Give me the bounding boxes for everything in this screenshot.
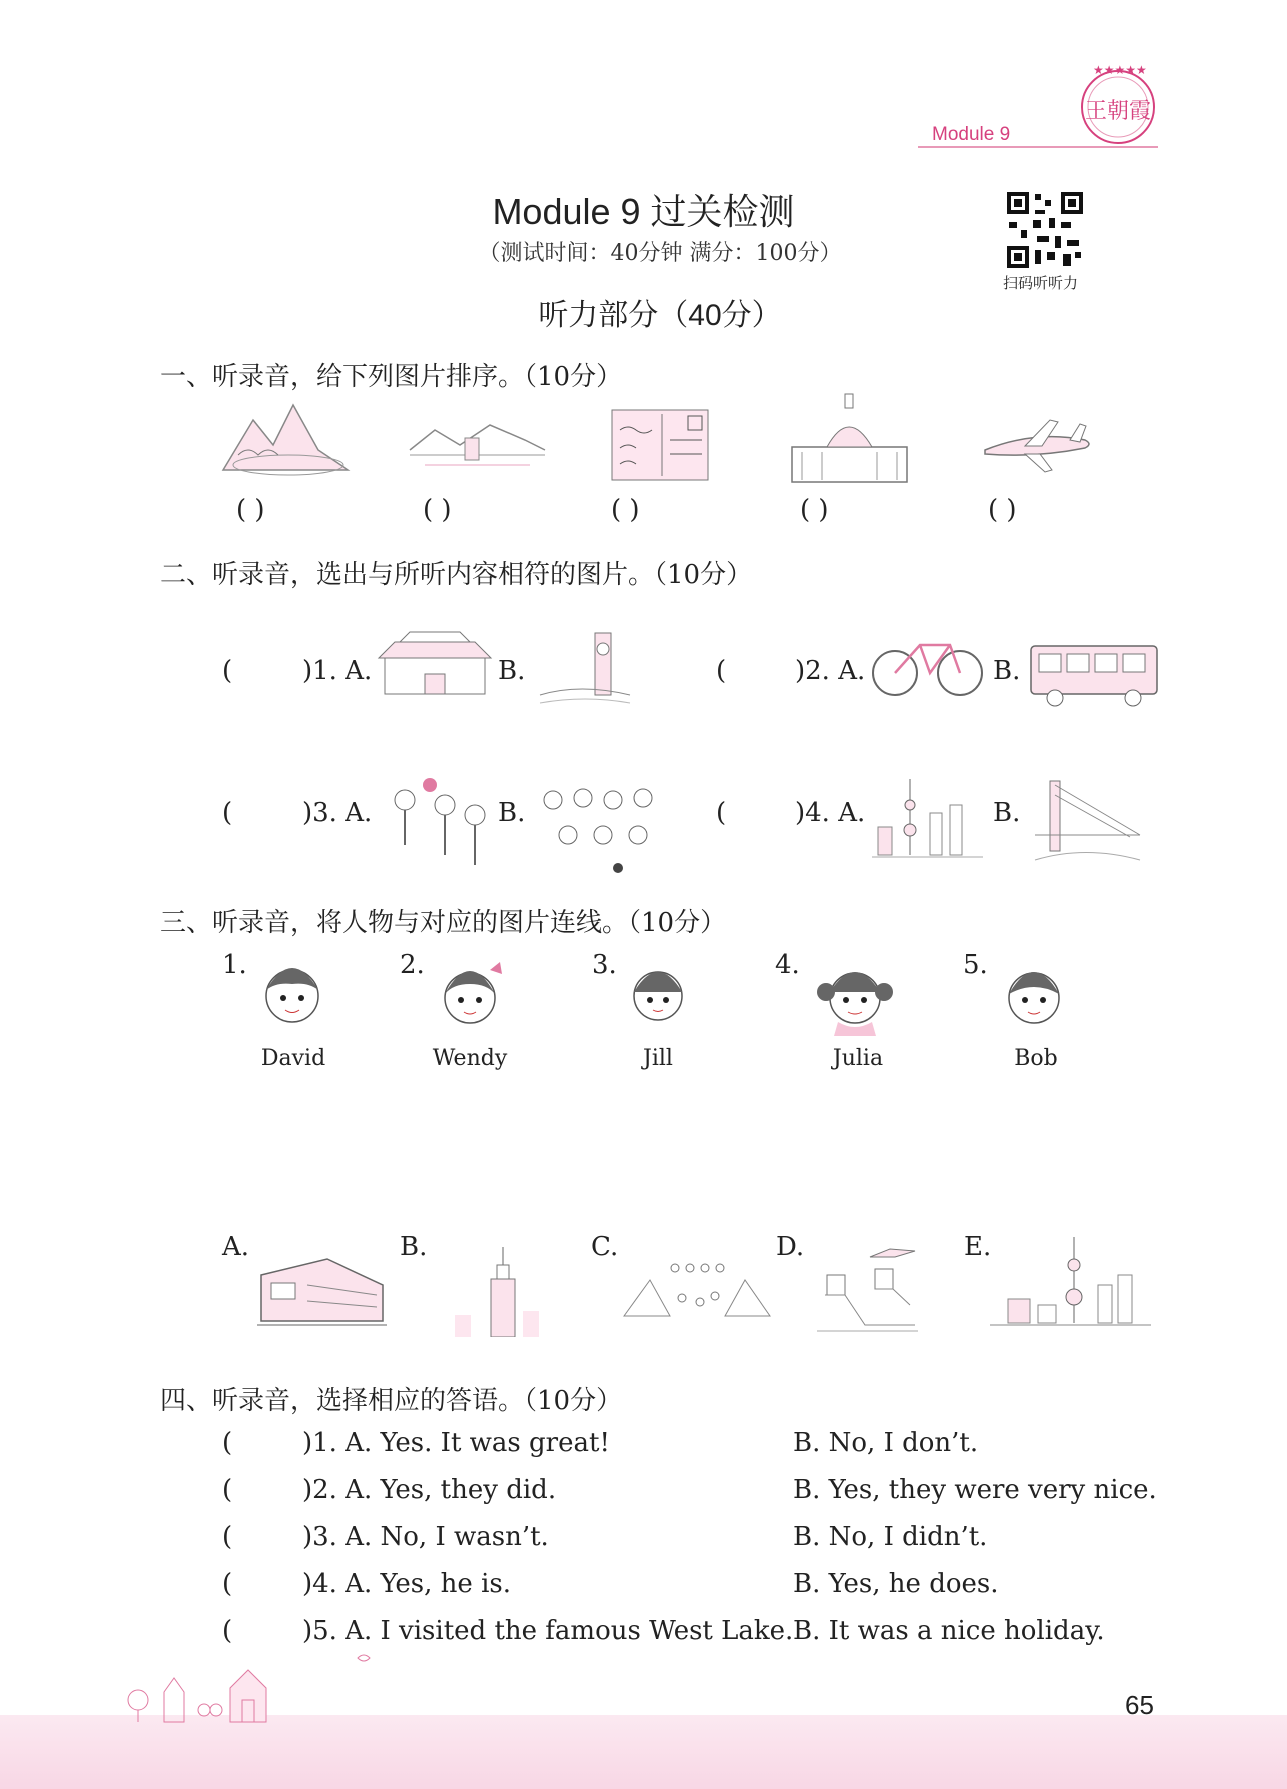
question-4-3-a: )3. A. No, I wasn’t.: [302, 1522, 549, 1552]
empire-state-building-image: [445, 1245, 550, 1337]
answer-paren-2-2[interactable]: (: [716, 656, 727, 686]
stadium-crowd-image: [620, 1250, 775, 1330]
question-2-3-b: B.: [498, 798, 526, 828]
section4-heading: 四、听录音，选择相应的答语。（10分）: [160, 1386, 623, 1416]
question-4-4-a: )4. A. Yes, he is.: [302, 1569, 512, 1599]
module-tag: Module 9: [932, 124, 1011, 145]
boy-face-icon: [994, 948, 1074, 1038]
section3-heading: 三、听录音，将人物与对应的图片连线。（10分）: [160, 908, 727, 938]
page-title: Module 9 过关检测: [492, 191, 795, 232]
logo-badge: [1075, 62, 1161, 148]
option-a-label: A.: [222, 1232, 250, 1262]
question-2-3-label: )3. A.: [302, 798, 373, 828]
answer-paren-2-3[interactable]: (: [222, 798, 233, 828]
person-3-number: 3.: [592, 950, 617, 980]
capitol-building-image: [782, 392, 917, 487]
qr-caption: 扫码听听力: [1003, 275, 1079, 292]
question-4-1-a: )1. A. Yes. It was great!: [302, 1428, 610, 1458]
question-2-2-b: B.: [993, 656, 1021, 686]
answer-paren-4-3[interactable]: (: [222, 1522, 233, 1552]
order-blank-1[interactable]: ( ): [236, 495, 265, 525]
boy-face-icon: [618, 948, 698, 1038]
person-5-name: Bob: [1014, 1046, 1058, 1071]
option-b-label: B.: [400, 1232, 428, 1262]
page-subtitle: （测试时间：40分钟 满分：100分）: [478, 241, 842, 266]
question-4-2-a: )2. A. Yes, they did.: [302, 1475, 557, 1505]
answer-paren-2-1[interactable]: (: [222, 656, 233, 686]
bicycle-image: [870, 625, 985, 700]
question-2-4-label: )4. A.: [795, 798, 866, 828]
person-4-name: Julia: [832, 1046, 884, 1071]
header-rule: [918, 146, 1158, 148]
svg-text:★★★★★: ★★★★★: [1093, 63, 1147, 77]
city-skyline-image: [870, 775, 985, 865]
option-e-label: E.: [964, 1232, 992, 1262]
option-d-label: D.: [776, 1232, 805, 1262]
part-title: 听力部分（40分）: [538, 299, 782, 332]
tiananmen-image: [375, 628, 495, 696]
qr-code-icon[interactable]: [1005, 190, 1085, 270]
boy-face-icon: [252, 948, 332, 1038]
footer-decoration: [118, 1648, 418, 1723]
big-ben-image: [535, 623, 635, 713]
section1-heading: 一、听录音，给下列图片排序。（10分）: [160, 362, 623, 392]
question-2-1-b: B.: [498, 656, 526, 686]
person-1-name: David: [260, 1046, 326, 1071]
question-4-1-b: B. No, I don’t.: [793, 1428, 979, 1458]
question-2-4-b: B.: [993, 798, 1021, 828]
mountain-scenery-image: [218, 395, 353, 485]
question-2-2-label: )2. A.: [795, 656, 866, 686]
option-c-label: C.: [591, 1232, 619, 1262]
answer-paren-4-5[interactable]: (: [222, 1616, 233, 1646]
person-1-number: 1.: [222, 950, 247, 980]
playing-basketball-image: [375, 775, 495, 875]
page-number: 65: [1125, 1690, 1154, 1720]
order-blank-3[interactable]: ( ): [611, 495, 640, 525]
girl-face-icon: [810, 948, 900, 1038]
section2-heading: 二、听录音，选出与所听内容相符的图片。（10分）: [160, 560, 753, 590]
answer-paren-2-4[interactable]: (: [716, 798, 727, 828]
bus-image: [1027, 640, 1162, 708]
order-blank-4[interactable]: ( ): [800, 495, 829, 525]
train-image: [257, 1245, 387, 1330]
question-4-5-a: )5. A. I visited the famous West Lake.: [302, 1616, 794, 1646]
shanghai-skyline-image: [988, 1235, 1153, 1335]
person-2-number: 2.: [400, 950, 425, 980]
postcard-image: [610, 408, 710, 483]
question-4-4-b: B. Yes, he does.: [793, 1569, 999, 1599]
great-wall-image: [815, 1245, 920, 1335]
girl-face-icon: [430, 948, 510, 1038]
question-4-3-b: B. No, I didn’t.: [793, 1522, 988, 1552]
bridge-image: [1030, 775, 1145, 870]
order-blank-5[interactable]: ( ): [988, 495, 1017, 525]
question-2-1-label: )1. A.: [302, 656, 373, 686]
question-4-5-b: B. It was a nice holiday.: [793, 1616, 1105, 1646]
person-3-name: Jill: [643, 1046, 673, 1071]
question-4-2-b: B. Yes, they were very nice.: [793, 1475, 1157, 1505]
answer-paren-4-2[interactable]: (: [222, 1475, 233, 1505]
person-4-number: 4.: [775, 950, 800, 980]
answer-paren-4-1[interactable]: (: [222, 1428, 233, 1458]
footer-band: [0, 1715, 1287, 1789]
lake-scenery-image: [405, 410, 550, 480]
logo-text: 王朝霞: [1084, 99, 1152, 124]
order-blank-2[interactable]: ( ): [423, 495, 452, 525]
airplane-image: [980, 410, 1095, 480]
person-2-name: Wendy: [432, 1046, 508, 1071]
person-5-number: 5.: [963, 950, 988, 980]
answer-paren-4-4[interactable]: (: [222, 1569, 233, 1599]
playing-football-image: [533, 780, 673, 875]
